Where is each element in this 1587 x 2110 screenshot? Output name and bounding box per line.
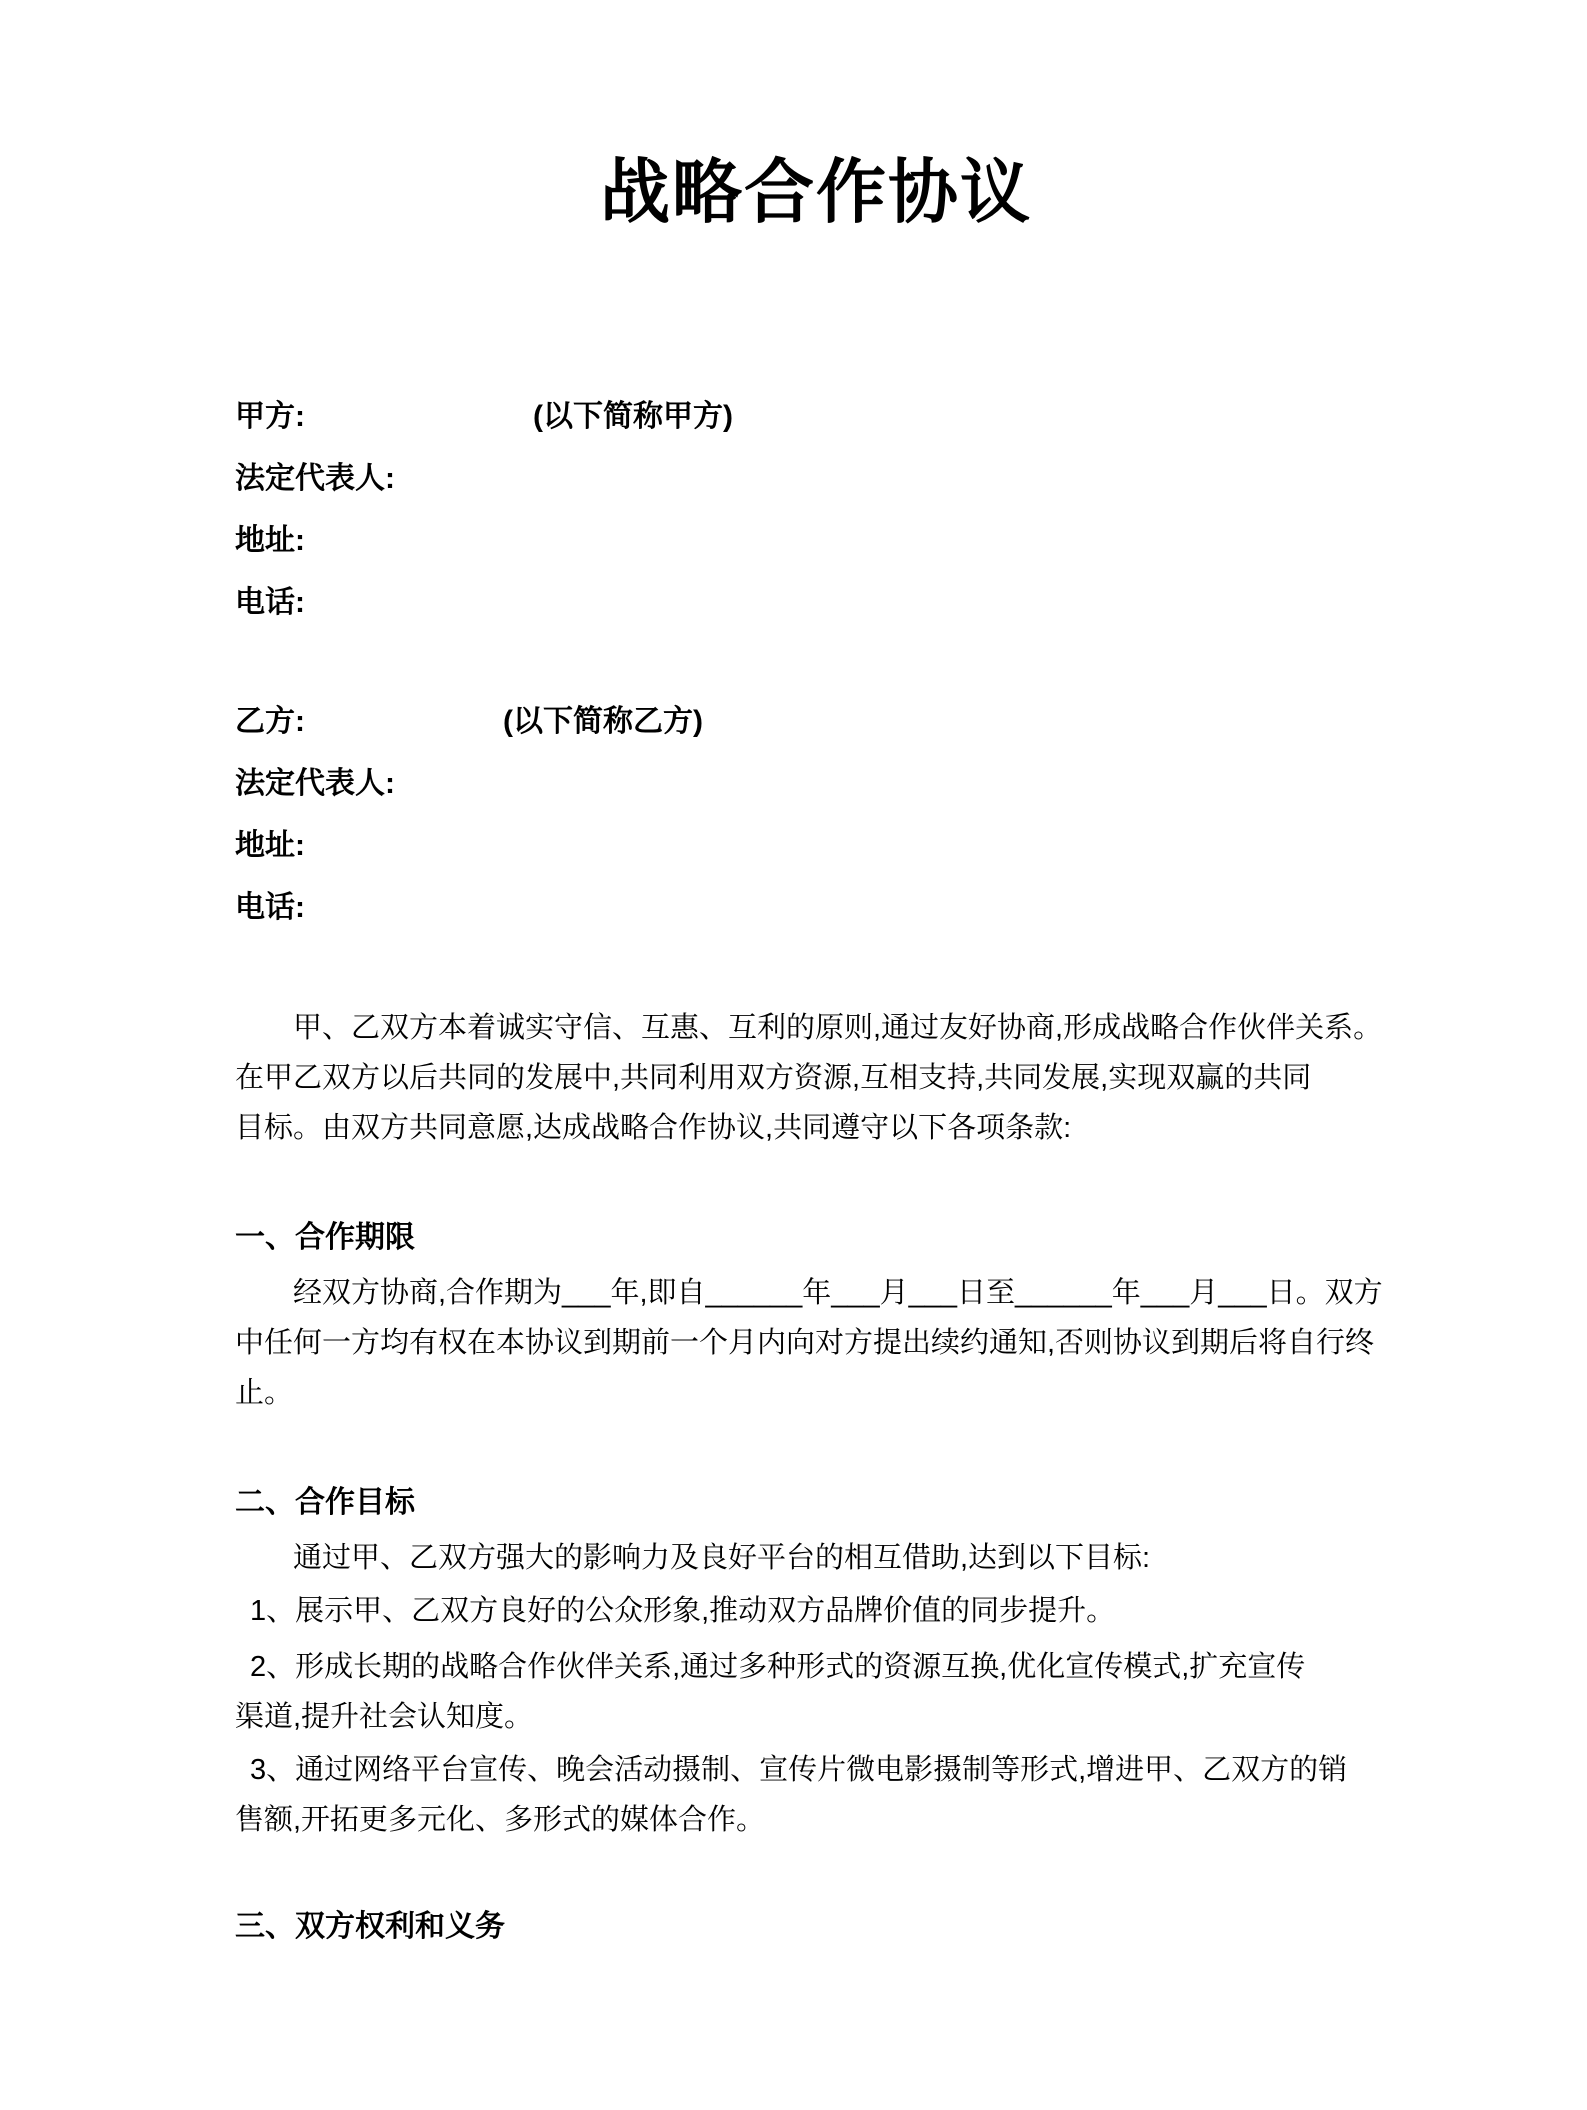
section-1-heading: 一、合作期限: [235, 1221, 415, 1254]
party-b-address-label: 地址:: [235, 829, 305, 862]
party-a-alias-note: (以下简称甲方): [533, 400, 733, 433]
preamble-line: 甲、乙双方本着诚实守信、互惠、互利的原则,通过友好协商,形成战略合作伙伴关系。: [293, 1012, 1383, 1044]
section-2-heading: 二、合作目标: [235, 1486, 415, 1519]
section-1-line: 止。: [235, 1377, 294, 1409]
goal-item-2: [235, 1642, 1397, 1742]
preamble-line: 目标。由双方共同意愿,达成战略合作协议,共同遵守以下各项条款:: [235, 1112, 1072, 1144]
party-a-phone-label: 电话:: [235, 586, 305, 619]
section-1-line: 中任何一方均有权在本协议到期前一个月内向对方提出续约通知,否则协议到期后将自行终: [235, 1327, 1375, 1359]
section-2-intro: [235, 1533, 1397, 1583]
party-b-name-line: [235, 691, 1397, 753]
party-b-alias-note: (以下简称乙方): [503, 705, 703, 738]
goal-item-2-line: 渠道,提升社会认知度。: [235, 1701, 534, 1733]
section-3-heading: 三、双方权利和义务: [235, 1910, 505, 1943]
goal-item-3-line: 售额,开拓更多元化、多形式的媒体合作。: [235, 1804, 766, 1836]
section-2-intro-line: 通过甲、乙双方强大的影响力及良好平台的相互借助,达到以下目标:: [293, 1542, 1151, 1574]
preamble-paragraph: [235, 1003, 1397, 1153]
section-1-paragraph: [235, 1268, 1397, 1418]
goal-item-3: [235, 1745, 1397, 1845]
party-a-block: [235, 386, 1397, 634]
party-a-address-label: 地址:: [235, 524, 305, 557]
document-title: 战略合作协议: [600, 153, 1032, 231]
goal-item-2-line: 2、形成长期的战略合作伙伴关系,通过多种形式的资源互换,优化宣传模式,扩充宣传: [250, 1651, 1306, 1683]
goal-item-1-line: 1、展示甲、乙双方良好的公众形象,推动双方品牌价值的同步提升。: [250, 1595, 1116, 1627]
party-a-legal-rep-label: 法定代表人:: [235, 462, 395, 495]
goal-item-1: [235, 1586, 1397, 1636]
party-a-label: 甲方:: [235, 400, 305, 433]
party-a-name-line: [235, 386, 1397, 448]
preamble-line: 在甲乙双方以后共同的发展中,共同利用双方资源,互相支持,共同发展,实现双赢的共同: [235, 1062, 1312, 1094]
goal-item-3-line: 3、通过网络平台宣传、晚会活动摄制、宣传片微电影摄制等形式,增进甲、乙双方的销: [250, 1754, 1348, 1786]
party-b-phone-label: 电话:: [235, 891, 305, 924]
contract-document: [0, 150, 1397, 1952]
party-b-label: 乙方:: [235, 705, 305, 738]
section-1-line: 经双方协商,合作期为___年,即自______年___月___日至______年___月___日。双方: [293, 1277, 1383, 1309]
party-b-legal-rep-label: 法定代表人:: [235, 767, 395, 800]
party-b-block: [235, 691, 1397, 939]
